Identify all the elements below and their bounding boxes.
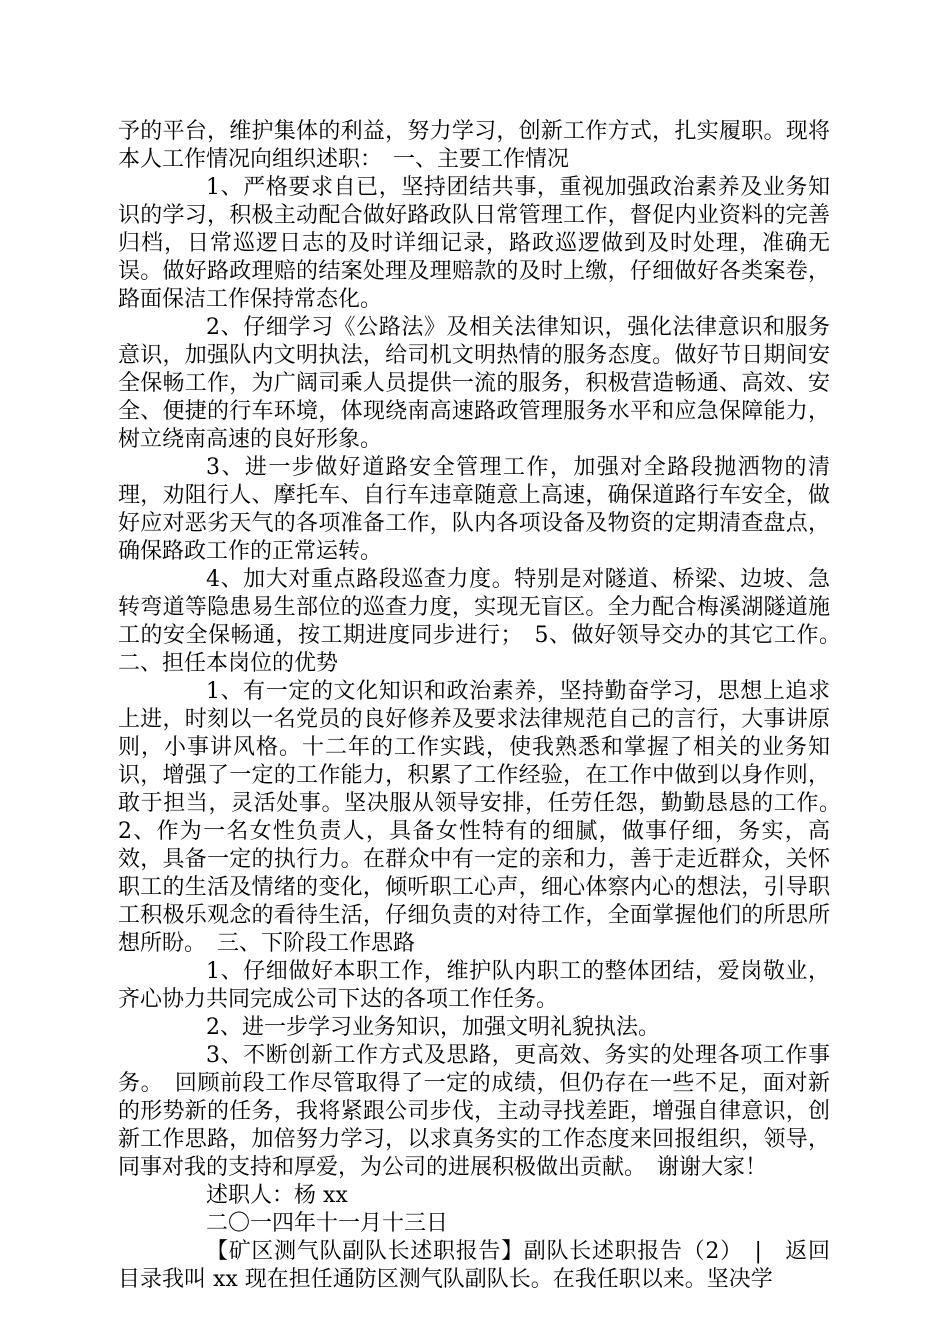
- date-line: 二〇一四年十一月十三日: [206, 1211, 449, 1236]
- paragraph-0: 予的平台，维护集体的利益，努力学习，创新工作方式，扎实履职。现将本人工作情况向组织述职： 一、主要工作情况: [118, 119, 830, 172]
- paragraph-3: 3、进一步做好道路安全管理工作，加强对全路段抛洒物的清理，劝阻行人、摩托车、自行车违章随意上高速，确保道路行车安全，做好应对恶劣天气的各项准备工作，队内各项设备及物资的定期清查盘点，确保路政工作的正常运转。: [118, 455, 830, 564]
- paragraph-1: 1、严格要求自已，坚持团结共事，重视加强政治素养及业务知识的学习，积极主动配合做好路政队日常管理工作，督促内业资料的完善归档，日常巡逻日志的及时详细记录，路政巡逻做到及时处理，准确无误。做好路政理赔的结案处理及理赔款的及时上缴，仔细做好各类案卷，路面保洁工作保持常态化。: [118, 175, 830, 312]
- document-page: [118, 118, 853, 1294]
- paragraph-4: 4、加大对重点路段巡查力度。特别是对隧道、桥梁、边坡、急转弯道等隐患易生部位的巡查力度，实现无盲区。全力配合梅溪湖隧道施工的安全保畅通，按工期进度同步进行； 5、做好领导交办的其它工作。 二、担任本岗位的优势: [118, 567, 853, 676]
- paragraph-2: 2、仔细学习《公路法》及相关法律知识，强化法律意识和服务意识，加强队内文明执法，给司机文明热情的服务态度。做好节日期间安全保畅工作，为广阔司乘人员提供一流的服务，积极营造畅通、高效、安全、便捷的行车环境，体现绕南高速路政管理服务水平和应急保障能力，树立绕南高速的良好形象。: [118, 315, 830, 452]
- signature-line: 述职人：杨 xx: [206, 1183, 348, 1208]
- next-section-paragraph: 【矿区测气队副队长述职报告】副队长述职报告（2） | 返回目录我叫 xx 现在担任通防区测气队副队长。在我任职以来。坚决学: [118, 1239, 830, 1292]
- paragraph-6: 1、仔细做好本职工作，维护队内职工的整体团结，爱岗敬业，齐心协力共同完成公司下达的各项工作任务。: [118, 959, 830, 1012]
- paragraph-7: 2、进一步学习业务知识，加强文明礼貌执法。: [206, 1015, 660, 1040]
- paragraph-5: 1、有一定的文化知识和政治素养，坚持勤奋学习，思想上追求上进，时刻以一名党员的良好修养及要求法律规范自己的言行，大事讲原则，小事讲风格。十二年的工作实践，使我熟悉和掌握了相关的业务知识，增强了一定的工作能力，积累了工作经验，在工作中做到以身作则，敢于担当，灵活处事。坚决服从领导安排，任劳任怨，勤勤恳恳的工作。 2、作为一名女性负责人，具备女性特有的细腻，做事仔细，务实，高效，具备一定的执行力。在群众中有一定的亲和力，善于走近群众，关怀职工的生活及情绪的变化，倾听职工心声，细心体察内心的想法，引导职工积极乐观念的看待生活，仔细负责的对待工作，全面掌握他们的所思所想所盼。 三、下阶段工作思路: [118, 679, 853, 956]
- paragraph-8: 3、不断创新工作方式及思路，更高效、务实的处理各项工作事务。 回顾前段工作尽管取得了一定的成绩，但仍存在一些不足，面对新的形势新的任务，我将紧跟公司步伐，主动寻找差距，增强自律意识，创新工作思路，加倍努力学习，以求真务实的工作态度来回报组织，领导，同事对我的支持和厚爱，为公司的进展积极做出贡献。 谢谢大家！: [118, 1043, 830, 1180]
